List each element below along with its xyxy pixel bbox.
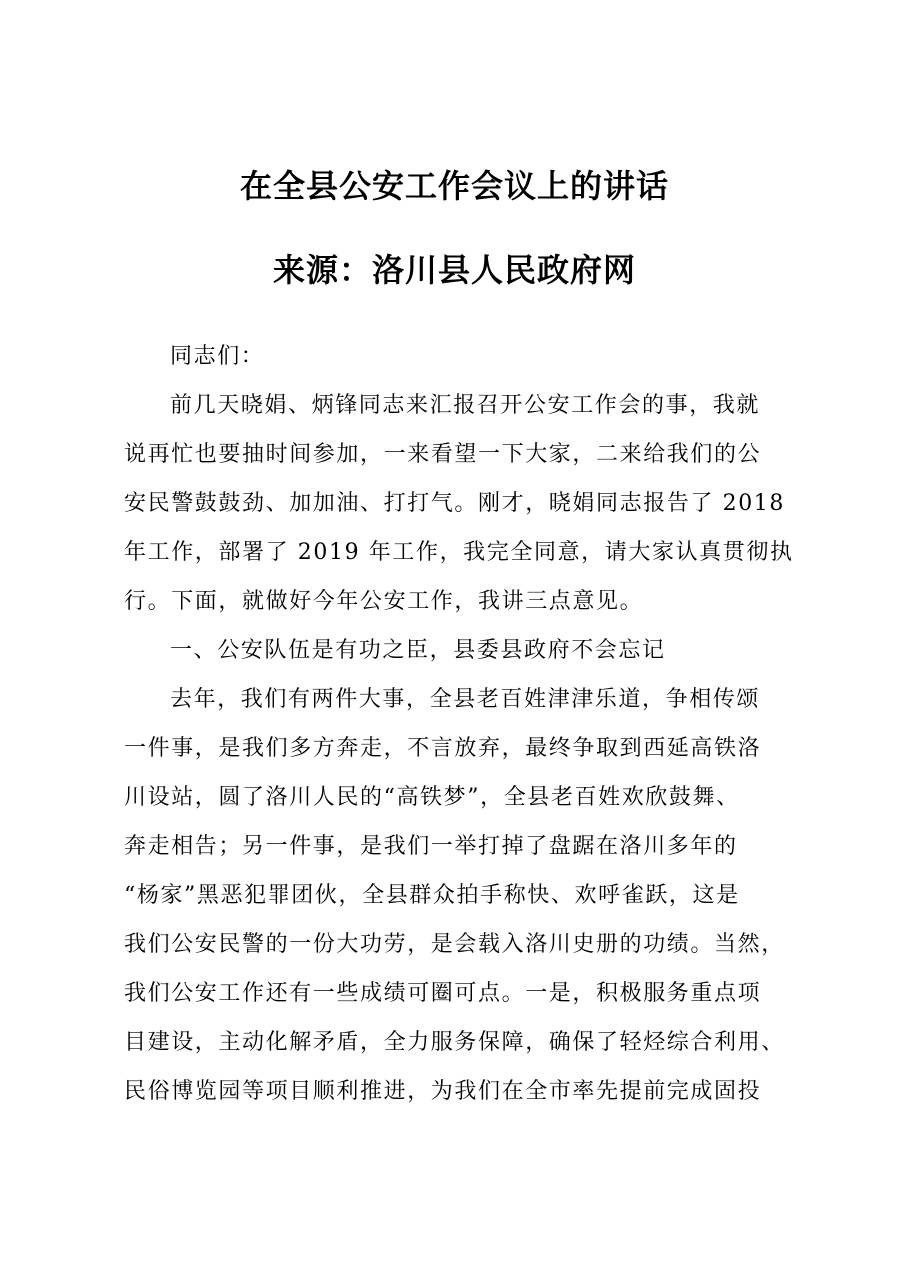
body-line: 同志们：	[170, 344, 265, 369]
body-line: 行。下面，就做好今年公安工作，我讲三点意见。	[124, 589, 644, 614]
document-body	[124, 332, 798, 1116]
body-line: 我们公安民警的一份大功劳，是会载入洛川史册的功绩。当然，	[124, 932, 785, 957]
body-line: 我们公安工作还有一些成绩可圈可点。一是，积极服务重点项	[124, 981, 762, 1006]
body-line: 一、公安队伍是有功之臣，县委县政府不会忘记	[170, 638, 666, 663]
body-line: 目建设，主动化解矛盾，全力服务保障，确保了轻烃综合利用、	[124, 1030, 785, 1055]
body-line: 民俗博览园等项目顺利推进，为我们在全市率先提前完成固投	[124, 1079, 762, 1104]
document-title: 在全县公安工作会议上的讲话	[239, 167, 669, 205]
body-line: 奔走相告；另一件事，是我们一举打掉了盘踞在洛川多年的	[124, 834, 738, 859]
body-line: 川设站，圆了洛川人民的“高铁梦”，全县老百姓欢欣鼓舞、	[124, 785, 740, 810]
body-line: 说再忙也要抽时间参加，一来看望一下大家，二来给我们的公	[124, 442, 762, 467]
body-line: “杨家”黑恶犯罪团伙，全县群众拍手称快、欢呼雀跃，这是	[124, 883, 740, 908]
body-line: 年工作，部署了 2019 年工作，我完全同意，请大家认真贯彻执	[124, 540, 794, 565]
body-line: 安民警鼓鼓劲、加加油、打打气。刚才，晓娟同志报告了 2018	[124, 491, 785, 516]
body-line: 一件事，是我们多方奔走，不言放弃，最终争取到西延高铁洛	[124, 736, 762, 761]
body-line: 前几天晓娟、炳锋同志来汇报召开公安工作会的事，我就	[170, 393, 761, 418]
document-source: 来源：洛川县人民政府网	[272, 251, 636, 289]
body-line: 去年，我们有两件大事，全县老百姓津津乐道，争相传颂	[170, 687, 761, 712]
